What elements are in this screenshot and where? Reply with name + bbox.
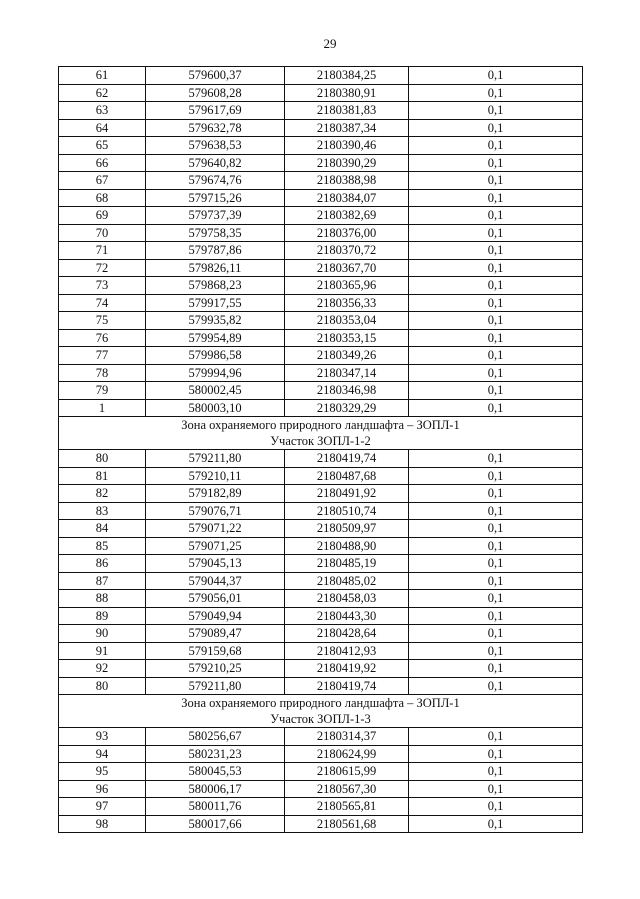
point-number-cell: 65 — [59, 137, 146, 155]
table-row — [59, 242, 583, 260]
y-coordinate-cell: 2180390,29 — [285, 154, 409, 172]
zone-header-cell — [59, 695, 583, 728]
table-row — [59, 502, 583, 520]
accuracy-cell: 0,1 — [409, 815, 583, 833]
point-number-cell: 91 — [59, 642, 146, 660]
x-coordinate-cell: 579758,35 — [146, 224, 285, 242]
y-coordinate-cell: 2180329,29 — [285, 399, 409, 417]
accuracy-cell: 0,1 — [409, 224, 583, 242]
point-number-cell: 62 — [59, 84, 146, 102]
y-coordinate-cell: 2180388,98 — [285, 172, 409, 190]
accuracy-cell: 0,1 — [409, 399, 583, 417]
table-row — [59, 555, 583, 573]
accuracy-cell: 0,1 — [409, 520, 583, 538]
page-number: 29 — [323, 36, 337, 51]
x-coordinate-cell: 579071,25 — [146, 537, 285, 555]
y-coordinate-cell: 2180387,34 — [285, 119, 409, 137]
point-number-cell: 82 — [59, 485, 146, 503]
table-row — [59, 154, 583, 172]
point-number-cell: 94 — [59, 745, 146, 763]
x-coordinate-cell: 579917,55 — [146, 294, 285, 312]
accuracy-cell: 0,1 — [409, 259, 583, 277]
accuracy-cell: 0,1 — [409, 102, 583, 120]
y-coordinate-cell: 2180428,64 — [285, 625, 409, 643]
accuracy-cell: 0,1 — [409, 642, 583, 660]
accuracy-cell: 0,1 — [409, 294, 583, 312]
x-coordinate-cell: 579787,86 — [146, 242, 285, 260]
y-coordinate-cell: 2180419,74 — [285, 677, 409, 695]
point-number-cell: 98 — [59, 815, 146, 833]
x-coordinate-cell: 579632,78 — [146, 119, 285, 137]
table-row — [59, 537, 583, 555]
table-row — [59, 84, 583, 102]
zone-title: Зона охраняемого природного ландшафта – ЗОПЛ-1 — [181, 418, 460, 432]
x-coordinate-cell: 580003,10 — [146, 399, 285, 417]
accuracy-cell: 0,1 — [409, 590, 583, 608]
point-number-cell: 87 — [59, 572, 146, 590]
x-coordinate-cell: 580256,67 — [146, 728, 285, 746]
section-title: Участок ЗОПЛ-1-2 — [270, 434, 371, 448]
y-coordinate-cell: 2180419,74 — [285, 450, 409, 468]
x-coordinate-cell: 579600,37 — [146, 67, 285, 85]
table-row — [59, 728, 583, 746]
table-row — [59, 642, 583, 660]
x-coordinate-cell: 579182,89 — [146, 485, 285, 503]
point-number-cell: 88 — [59, 590, 146, 608]
point-number-cell: 79 — [59, 382, 146, 400]
x-coordinate-cell: 580017,66 — [146, 815, 285, 833]
table-row — [59, 780, 583, 798]
y-coordinate-cell: 2180365,96 — [285, 277, 409, 295]
point-number-cell: 93 — [59, 728, 146, 746]
accuracy-cell: 0,1 — [409, 728, 583, 746]
accuracy-cell: 0,1 — [409, 502, 583, 520]
accuracy-cell: 0,1 — [409, 137, 583, 155]
point-number-cell: 64 — [59, 119, 146, 137]
y-coordinate-cell: 2180356,33 — [285, 294, 409, 312]
table-row — [59, 590, 583, 608]
point-number-cell: 89 — [59, 607, 146, 625]
zone-header-cell — [59, 417, 583, 450]
point-number-cell: 69 — [59, 207, 146, 225]
y-coordinate-cell: 2180412,93 — [285, 642, 409, 660]
table-row — [59, 399, 583, 417]
point-number-cell: 75 — [59, 312, 146, 330]
y-coordinate-cell: 2180367,70 — [285, 259, 409, 277]
accuracy-cell: 0,1 — [409, 347, 583, 365]
point-number-cell: 67 — [59, 172, 146, 190]
accuracy-cell: 0,1 — [409, 798, 583, 816]
y-coordinate-cell: 2180384,25 — [285, 67, 409, 85]
x-coordinate-cell: 579211,80 — [146, 677, 285, 695]
x-coordinate-cell: 579737,39 — [146, 207, 285, 225]
zone-header-row — [59, 417, 583, 450]
x-coordinate-cell: 580011,76 — [146, 798, 285, 816]
x-coordinate-cell: 579044,37 — [146, 572, 285, 590]
y-coordinate-cell: 2180491,92 — [285, 485, 409, 503]
table-row — [59, 102, 583, 120]
zone-header-row — [59, 695, 583, 728]
table-row — [59, 660, 583, 678]
coordinates-table — [58, 66, 583, 833]
y-coordinate-cell: 2180382,69 — [285, 207, 409, 225]
x-coordinate-cell: 580006,17 — [146, 780, 285, 798]
x-coordinate-cell: 579211,80 — [146, 450, 285, 468]
point-number-cell: 76 — [59, 329, 146, 347]
point-number-cell: 95 — [59, 763, 146, 781]
table-row — [59, 67, 583, 85]
table-row — [59, 815, 583, 833]
point-number-cell: 80 — [59, 450, 146, 468]
y-coordinate-cell: 2180561,68 — [285, 815, 409, 833]
accuracy-cell: 0,1 — [409, 572, 583, 590]
table-row — [59, 364, 583, 382]
y-coordinate-cell: 2180370,72 — [285, 242, 409, 260]
accuracy-cell: 0,1 — [409, 364, 583, 382]
point-number-cell: 92 — [59, 660, 146, 678]
accuracy-cell: 0,1 — [409, 745, 583, 763]
table-row — [59, 137, 583, 155]
table-row — [59, 625, 583, 643]
point-number-cell: 72 — [59, 259, 146, 277]
y-coordinate-cell: 2180353,15 — [285, 329, 409, 347]
table-row — [59, 207, 583, 225]
point-number-cell: 73 — [59, 277, 146, 295]
y-coordinate-cell: 2180565,81 — [285, 798, 409, 816]
x-coordinate-cell: 579210,11 — [146, 467, 285, 485]
y-coordinate-cell: 2180624,99 — [285, 745, 409, 763]
y-coordinate-cell: 2180509,97 — [285, 520, 409, 538]
accuracy-cell: 0,1 — [409, 329, 583, 347]
accuracy-cell: 0,1 — [409, 154, 583, 172]
x-coordinate-cell: 579826,11 — [146, 259, 285, 277]
y-coordinate-cell: 2180567,30 — [285, 780, 409, 798]
point-number-cell: 74 — [59, 294, 146, 312]
x-coordinate-cell: 579071,22 — [146, 520, 285, 538]
table-row — [59, 382, 583, 400]
x-coordinate-cell: 579608,28 — [146, 84, 285, 102]
x-coordinate-cell: 579056,01 — [146, 590, 285, 608]
table-row — [59, 798, 583, 816]
accuracy-cell: 0,1 — [409, 625, 583, 643]
accuracy-cell: 0,1 — [409, 677, 583, 695]
y-coordinate-cell: 2180443,30 — [285, 607, 409, 625]
zone-title: Зона охраняемого природного ландшафта – ЗОПЛ-1 — [181, 696, 460, 710]
accuracy-cell: 0,1 — [409, 172, 583, 190]
point-number-cell: 97 — [59, 798, 146, 816]
x-coordinate-cell: 579210,25 — [146, 660, 285, 678]
x-coordinate-cell: 579089,47 — [146, 625, 285, 643]
point-number-cell: 80 — [59, 677, 146, 695]
table-row — [59, 763, 583, 781]
point-number-cell: 77 — [59, 347, 146, 365]
table-row — [59, 450, 583, 468]
accuracy-cell: 0,1 — [409, 119, 583, 137]
x-coordinate-cell: 579715,26 — [146, 189, 285, 207]
point-number-cell: 1 — [59, 399, 146, 417]
accuracy-cell: 0,1 — [409, 555, 583, 573]
y-coordinate-cell: 2180510,74 — [285, 502, 409, 520]
y-coordinate-cell: 2180458,03 — [285, 590, 409, 608]
table-row — [59, 277, 583, 295]
y-coordinate-cell: 2180488,90 — [285, 537, 409, 555]
accuracy-cell: 0,1 — [409, 207, 583, 225]
point-number-cell: 90 — [59, 625, 146, 643]
accuracy-cell: 0,1 — [409, 607, 583, 625]
y-coordinate-cell: 2180384,07 — [285, 189, 409, 207]
table-row — [59, 329, 583, 347]
x-coordinate-cell: 580231,23 — [146, 745, 285, 763]
accuracy-cell: 0,1 — [409, 780, 583, 798]
accuracy-cell: 0,1 — [409, 450, 583, 468]
x-coordinate-cell: 579045,13 — [146, 555, 285, 573]
x-coordinate-cell: 579049,94 — [146, 607, 285, 625]
accuracy-cell: 0,1 — [409, 467, 583, 485]
point-number-cell: 71 — [59, 242, 146, 260]
y-coordinate-cell: 2180419,92 — [285, 660, 409, 678]
table-row — [59, 347, 583, 365]
y-coordinate-cell: 2180485,02 — [285, 572, 409, 590]
table-row — [59, 189, 583, 207]
accuracy-cell: 0,1 — [409, 382, 583, 400]
x-coordinate-cell: 579935,82 — [146, 312, 285, 330]
y-coordinate-cell: 2180487,68 — [285, 467, 409, 485]
y-coordinate-cell: 2180381,83 — [285, 102, 409, 120]
table-row — [59, 485, 583, 503]
y-coordinate-cell: 2180380,91 — [285, 84, 409, 102]
point-number-cell: 78 — [59, 364, 146, 382]
accuracy-cell: 0,1 — [409, 84, 583, 102]
x-coordinate-cell: 579638,53 — [146, 137, 285, 155]
x-coordinate-cell: 579954,89 — [146, 329, 285, 347]
table-row — [59, 677, 583, 695]
y-coordinate-cell: 2180349,26 — [285, 347, 409, 365]
table-row — [59, 312, 583, 330]
accuracy-cell: 0,1 — [409, 312, 583, 330]
x-coordinate-cell: 579674,76 — [146, 172, 285, 190]
accuracy-cell: 0,1 — [409, 277, 583, 295]
point-number-cell: 83 — [59, 502, 146, 520]
accuracy-cell: 0,1 — [409, 242, 583, 260]
x-coordinate-cell: 579640,82 — [146, 154, 285, 172]
point-number-cell: 70 — [59, 224, 146, 242]
point-number-cell: 81 — [59, 467, 146, 485]
table-row — [59, 520, 583, 538]
table-row — [59, 607, 583, 625]
point-number-cell: 86 — [59, 555, 146, 573]
accuracy-cell: 0,1 — [409, 67, 583, 85]
x-coordinate-cell: 580002,45 — [146, 382, 285, 400]
point-number-cell: 68 — [59, 189, 146, 207]
table-row — [59, 119, 583, 137]
table-row — [59, 467, 583, 485]
accuracy-cell: 0,1 — [409, 660, 583, 678]
x-coordinate-cell: 579159,68 — [146, 642, 285, 660]
y-coordinate-cell: 2180353,04 — [285, 312, 409, 330]
table-row — [59, 572, 583, 590]
accuracy-cell: 0,1 — [409, 189, 583, 207]
point-number-cell: 96 — [59, 780, 146, 798]
point-number-cell: 63 — [59, 102, 146, 120]
section-title: Участок ЗОПЛ-1-3 — [270, 712, 371, 726]
x-coordinate-cell: 579076,71 — [146, 502, 285, 520]
table-row — [59, 172, 583, 190]
accuracy-cell: 0,1 — [409, 763, 583, 781]
x-coordinate-cell: 579994,96 — [146, 364, 285, 382]
accuracy-cell: 0,1 — [409, 537, 583, 555]
x-coordinate-cell: 579868,23 — [146, 277, 285, 295]
point-number-cell: 85 — [59, 537, 146, 555]
accuracy-cell: 0,1 — [409, 485, 583, 503]
point-number-cell: 84 — [59, 520, 146, 538]
y-coordinate-cell: 2180346,98 — [285, 382, 409, 400]
point-number-cell: 66 — [59, 154, 146, 172]
y-coordinate-cell: 2180615,99 — [285, 763, 409, 781]
x-coordinate-cell: 580045,53 — [146, 763, 285, 781]
y-coordinate-cell: 2180314,37 — [285, 728, 409, 746]
table-row — [59, 259, 583, 277]
table-row — [59, 294, 583, 312]
point-number-cell: 61 — [59, 67, 146, 85]
y-coordinate-cell: 2180485,19 — [285, 555, 409, 573]
x-coordinate-cell: 579986,58 — [146, 347, 285, 365]
y-coordinate-cell: 2180376,00 — [285, 224, 409, 242]
y-coordinate-cell: 2180390,46 — [285, 137, 409, 155]
table-row — [59, 745, 583, 763]
table-row — [59, 224, 583, 242]
coordinates-table-body — [59, 67, 583, 833]
x-coordinate-cell: 579617,69 — [146, 102, 285, 120]
y-coordinate-cell: 2180347,14 — [285, 364, 409, 382]
